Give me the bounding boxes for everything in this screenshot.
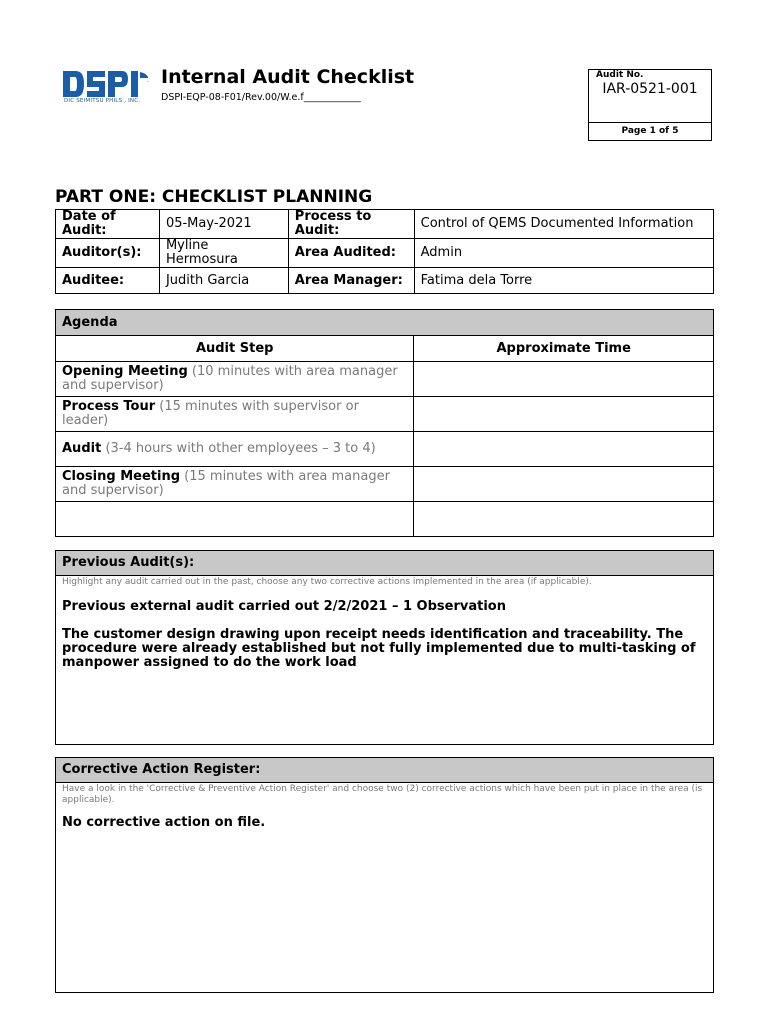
process-value: Control of QEMS Documented Information — [414, 210, 713, 239]
agenda-step-cell — [56, 432, 414, 467]
agenda-step-cell — [56, 502, 414, 537]
previous-audit-detail: The customer design drawing upon receipt needs identification and traceability. The procedure were already established but not fully implemented due to multi-tasking of manpower assigned to do the work load — [62, 627, 696, 670]
corrective-action-entry: No corrective action on file. — [62, 815, 266, 830]
area-manager-label: Area Manager: — [288, 268, 414, 294]
agenda-time-cell — [414, 502, 714, 537]
agenda-step-note: (15 minutes with area manager and supervisor) — [62, 469, 390, 498]
agenda-step-note: (3-4 hours with other employees – 3 to 4) — [105, 441, 376, 456]
company-logo — [62, 68, 152, 108]
corrective-action-title: Corrective Action Register: — [56, 758, 713, 783]
agenda-time-cell — [414, 467, 714, 502]
audit-no-value: IAR-0521-001 — [602, 81, 698, 97]
agenda-table — [55, 309, 714, 537]
auditee-value: Judith Garcia — [159, 268, 288, 294]
agenda-time-cell — [414, 432, 714, 467]
agenda-step-name: Opening Meeting — [62, 364, 188, 379]
approximate-time-header: Approximate Time — [414, 336, 714, 362]
agenda-time-cell — [414, 362, 714, 397]
audit-number-box — [588, 69, 712, 141]
auditor-label: Auditor(s): — [56, 239, 160, 268]
document-code: DSPI-EQP-08-F01/Rev.00/W.e.f____________ — [161, 92, 361, 103]
area-manager-value: Fatima dela Torre — [414, 268, 713, 294]
corrective-action-section — [55, 757, 714, 993]
area-audited-value: Admin — [414, 239, 713, 268]
process-label: Process to Audit: — [288, 210, 414, 239]
previous-audits-hint: Highlight any audit carried out in the past, choose any two corrective actions implemented in the area (if applicable). — [62, 577, 592, 587]
corrective-action-hint: Have a look in the 'Corrective & Preventive Action Register' and choose two (2) corrective actions which have been put in place in the area (is applicable). — [62, 784, 703, 805]
table-row — [56, 210, 714, 239]
agenda-step-cell — [56, 362, 414, 397]
table-row — [56, 268, 714, 294]
audit-no-label: Audit No. — [596, 70, 644, 80]
agenda-step-note: (15 minutes with supervisor or leader) — [62, 399, 359, 428]
document-title: Internal Audit Checklist — [161, 66, 415, 88]
part-title: PART ONE: CHECKLIST PLANNING — [55, 187, 373, 207]
agenda-title: Agenda — [56, 310, 714, 336]
agenda-time-cell — [414, 397, 714, 432]
audit-step-header: Audit Step — [56, 336, 414, 362]
date-value: 05-May-2021 — [159, 210, 288, 239]
table-row — [56, 239, 714, 268]
agenda-column-headers — [56, 336, 714, 362]
planning-table — [55, 209, 714, 294]
previous-audits-title: Previous Audit(s): — [56, 551, 713, 576]
date-label: Date of Audit: — [56, 210, 160, 239]
table-row — [56, 467, 714, 502]
table-row — [56, 362, 714, 397]
table-row — [56, 397, 714, 432]
agenda-step-name: Process Tour — [62, 399, 156, 414]
agenda-step-name: Closing Meeting — [62, 469, 181, 484]
agenda-header-row — [56, 310, 714, 336]
auditee-label: Auditee: — [56, 268, 160, 294]
auditor-value: Myline Hermosura — [159, 239, 288, 268]
agenda-step-note: (10 minutes with area manager and supervisor) — [62, 364, 398, 393]
agenda-step-cell — [56, 467, 414, 502]
agenda-step-name: Audit — [62, 441, 102, 456]
area-audited-label: Area Audited: — [288, 239, 414, 268]
table-row — [56, 502, 714, 537]
logo-subtext: DIC SEIMITSU PHILS., INC. — [64, 98, 141, 104]
previous-audits-section — [55, 550, 714, 745]
table-row — [56, 432, 714, 467]
agenda-step-cell — [56, 397, 414, 432]
page-indicator: Page 1 of 5 — [589, 122, 711, 140]
previous-audit-summary: Previous external audit carried out 2/2/2021 – 1 Observation — [62, 599, 506, 614]
